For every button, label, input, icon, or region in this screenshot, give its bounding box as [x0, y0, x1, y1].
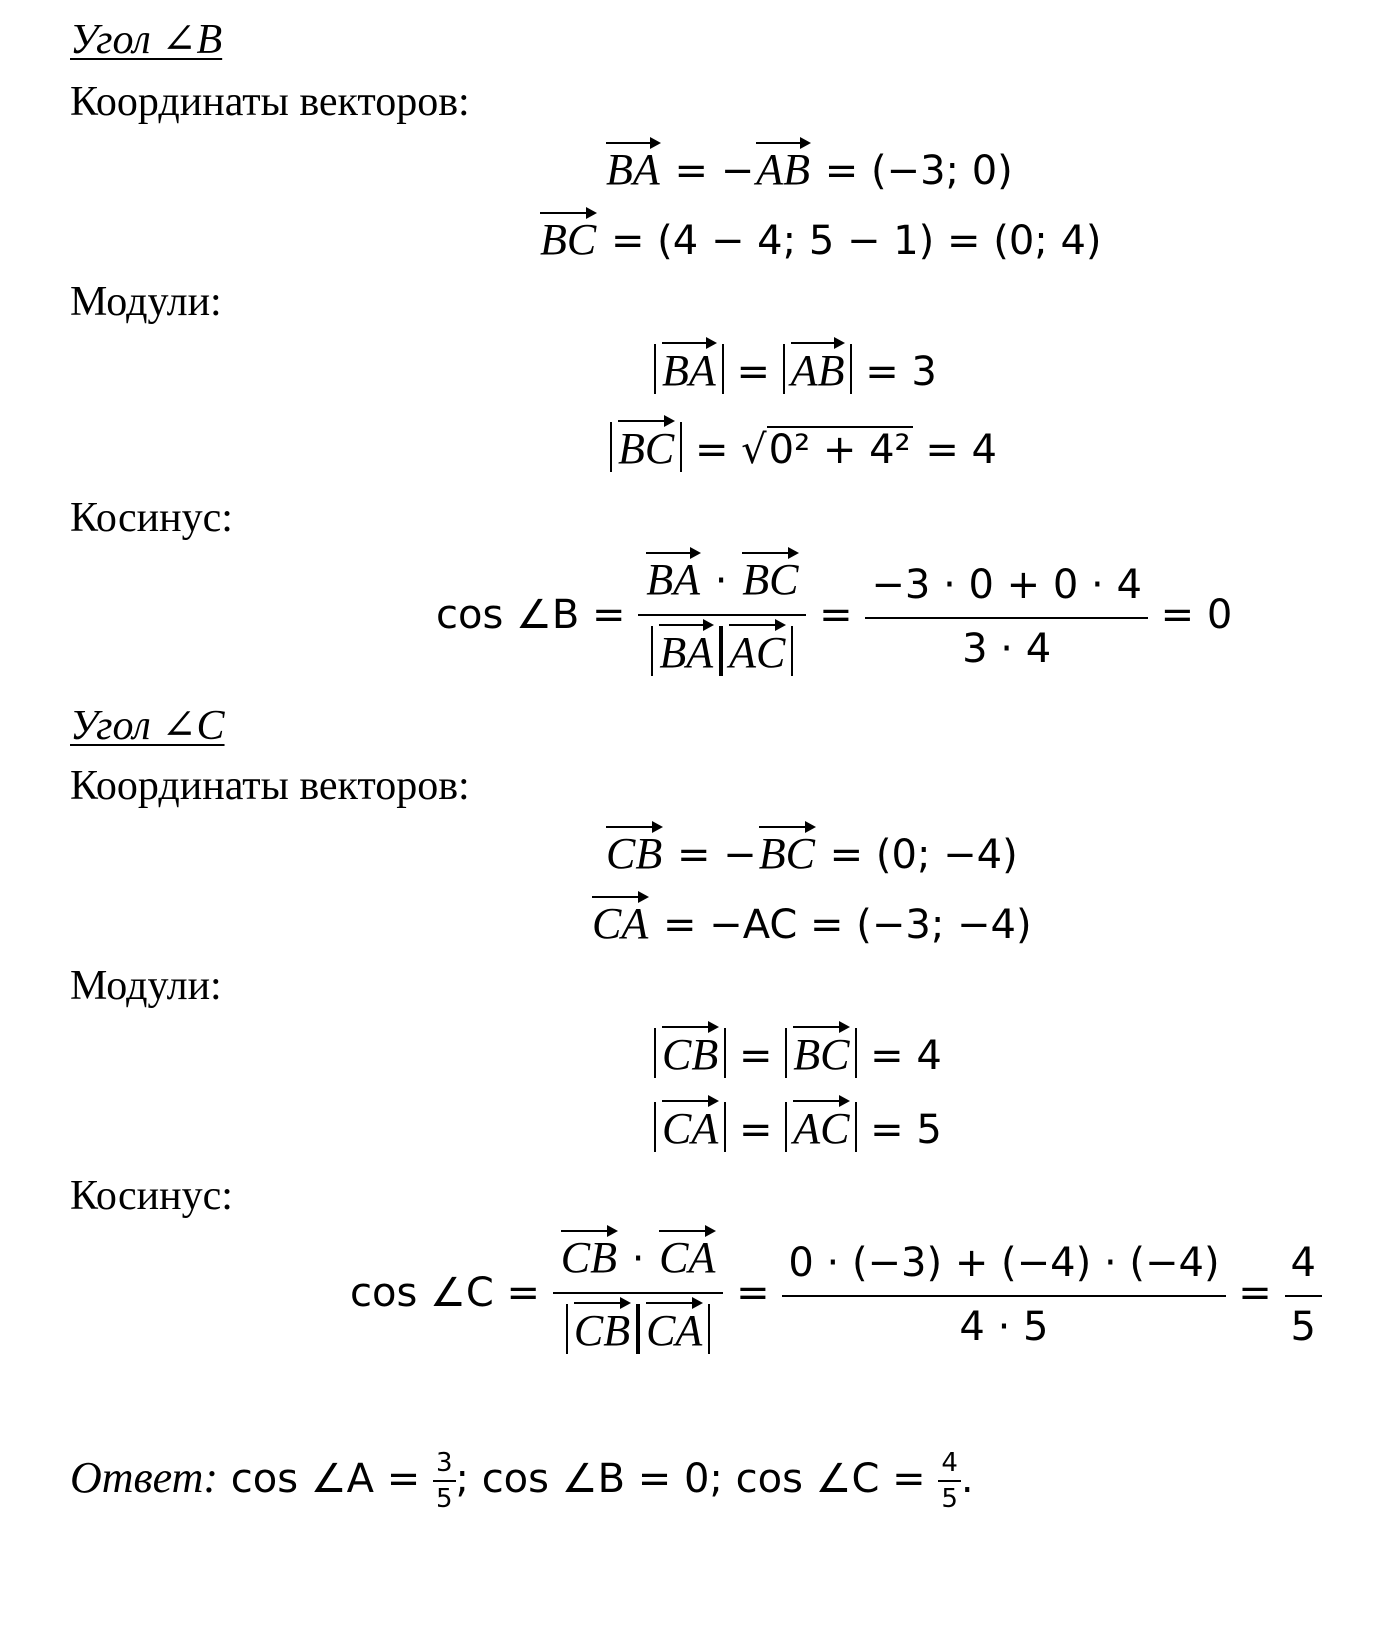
- angle-b-cosine-label: Косинус:: [70, 495, 233, 541]
- angle-b-heading: Угол ∠B: [70, 17, 223, 63]
- modulus-ca-equation: CA = AC = 5: [654, 1102, 942, 1152]
- angle-b-coords-label: Координаты векторов:: [70, 79, 470, 125]
- cos-c-formula: cos ∠C = $\frac{CB \cdot CA}{\text{CB CA}}$ = $\frac{0 \cdot (-3) + (-4) \cdot (-4)}{4 \cdot 5}$ = $\frac{4}{5}$: [350, 1236, 1322, 1354]
- modulus-cb-equation: CB = BC = 4: [654, 1028, 942, 1078]
- angle-b-moduli-label: Модули:: [70, 279, 222, 325]
- modulus-ba-equation: BA = AB = 3: [654, 344, 937, 394]
- vector-ba-equation: BA = −AB = (−3; 0): [606, 145, 1013, 194]
- vector-bc-equation: BC = (4 − 4; 5 − 1) = (0; 4): [540, 215, 1102, 264]
- cos-b-formula: cos ∠B = $\frac{BA \cdot BC}{\text{BA AC}}$ = $\frac{-3 \cdot 0 + 0 \cdot 4}{3 \cdot 4}$ = 0: [436, 555, 1233, 677]
- angle-c-cosine-label: Косинус:: [70, 1173, 233, 1219]
- answer-cos-a-fraction: $\frac{3}{5}$: [433, 1448, 456, 1514]
- modulus-bc-equation: BC = √0² + 4² = 4: [610, 422, 997, 472]
- angle-c-moduli-label: Модули:: [70, 963, 222, 1009]
- answer-line: Ответ: cos ∠A = $\frac{3}{5}$ ; cos ∠B = 0; cos ∠C = $\frac{4}{5}$ .: [70, 1448, 974, 1514]
- angle-c-heading: Угол ∠C: [70, 703, 225, 749]
- answer-label: Ответ:: [70, 1453, 219, 1502]
- vector-cb-equation: CB = −BC = (0; −4): [606, 829, 1018, 878]
- angle-c-coords-label: Координаты векторов:: [70, 763, 470, 809]
- vector-ca-equation: CA = −AC = (−3; −4): [592, 899, 1032, 948]
- answer-cos-c-fraction: $\frac{4}{5}$: [938, 1448, 961, 1514]
